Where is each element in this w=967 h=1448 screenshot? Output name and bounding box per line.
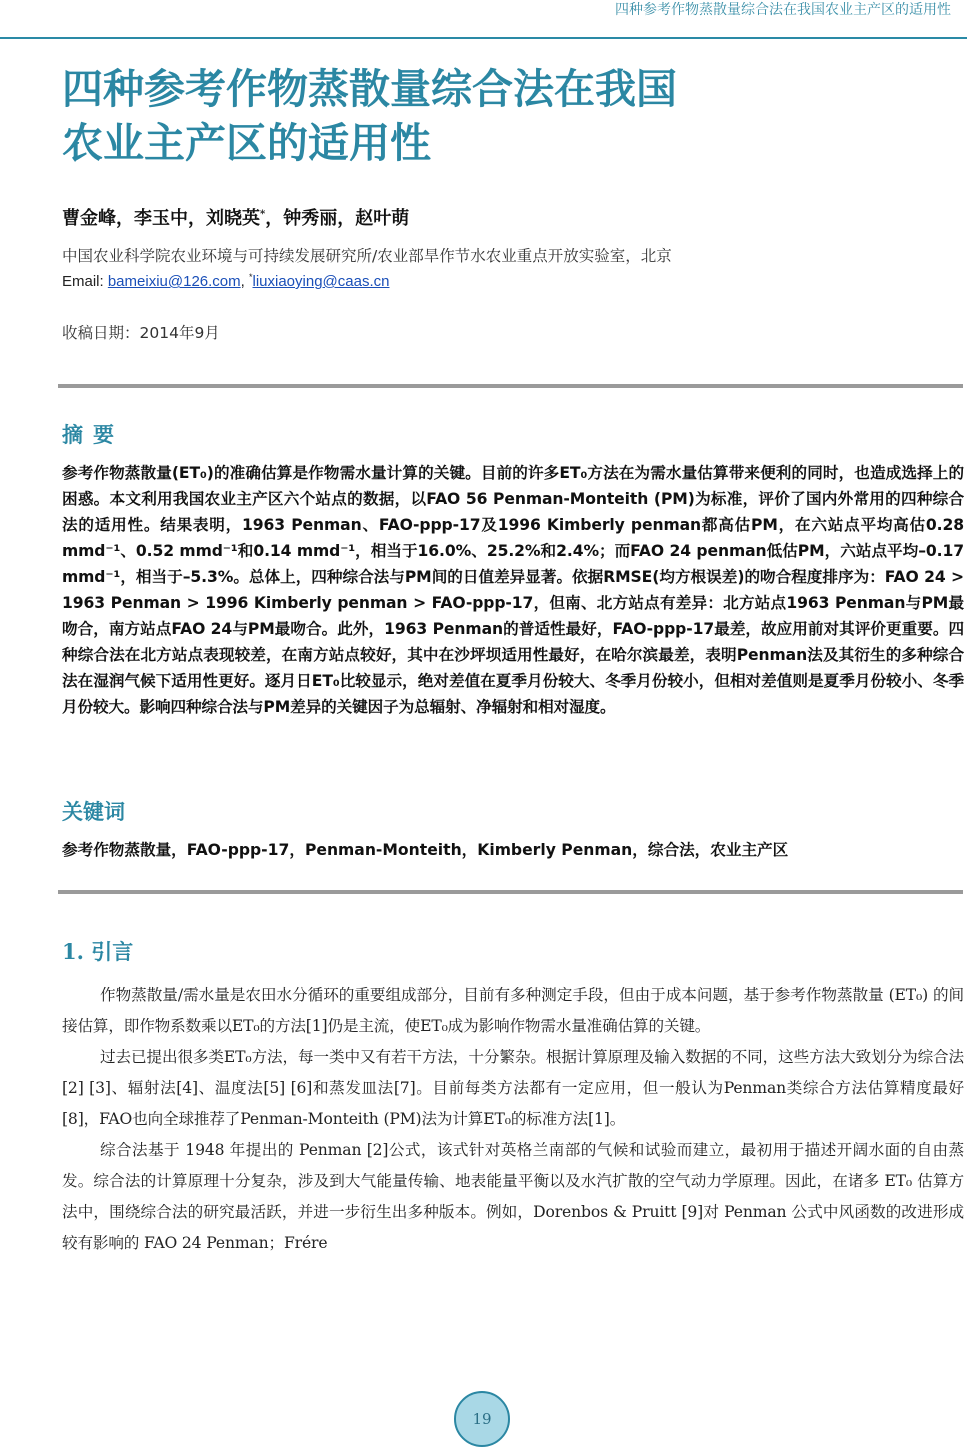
running-head: 四种参考作物蒸散量综合法在我国农业主产区的适用性 (615, 2, 951, 18)
authors-before: 曹金峰，李玉中，刘晓英 (62, 208, 260, 229)
page-number-badge: 19 (454, 1391, 510, 1447)
email-corresponding-mark: * (248, 272, 253, 282)
email-link-2[interactable]: liuxiaoying@caas.cn (252, 273, 390, 290)
email-link-1[interactable]: bameixiu@126.com (107, 273, 241, 290)
section-divider (58, 890, 963, 894)
title-line-2: 农业主产区的适用性 (62, 119, 431, 167)
abstract-heading: 摘要 (62, 423, 124, 447)
paragraph: 综合法基于 1948 年提出的 Penman [2]公式，该式针对英格兰南部的气候和试验而建立，最初用于描述开阔水面的自由蒸发。综合法的计算原理十分复杂，涉及到大气能量传输、地表能量平衡以及水汽扩散的空气动力学原理。因此，在诸多 ET₀ 估算方法中，围绕综合法的研究最活跃，并进一步衍生出多种版本。例如，Dorenbos & Pruitt [9]对 Penman 公式中风函数的改进形成较有影响的 FAO 24 Penman；Frére (62, 1141, 964, 1252)
paper-title (62, 62, 922, 170)
email-label: Email: (62, 273, 108, 290)
header-rule (0, 37, 967, 39)
authors-after: ，钟秀丽，赵叶萌 (265, 208, 410, 229)
intro-heading: 1. 引言 (62, 939, 134, 964)
keywords-text: 参考作物蒸散量，FAO-ppp-17，Penman-Monteith，Kimberly Penman，综合法，农业主产区 (62, 841, 789, 859)
email-line (62, 272, 389, 290)
title-line-1: 四种参考作物蒸散量综合法在我国 (62, 65, 677, 113)
affiliation: 中国农业科学院农业环境与可持续发展研究所/农业部旱作节水农业重点开放实验室，北京 (62, 247, 672, 265)
section-divider (58, 384, 963, 388)
intro-body (62, 980, 964, 1259)
abstract-text: 参考作物蒸散量(ET₀)的准确估算是作物需水量计算的关键。目前的许多ET₀方法在为需水量估算带来便利的同时，也造成选择上的困惑。本文利用我国农业主产区六个站点的数据，以FAO 56 Penman-Monteith (PM)为标准，评价了国内外常用的四种综合法的适用性。结果表明，1963 Penman、FAO-ppp-17及1996 Kimberly penman都高估PM，在六站点平均高估0.28 mmd⁻¹、0.52 mmd⁻¹和0.14 mmd⁻¹，相当于16.0%、25.2%和2.4%；而FAO 24 penman低估PM，六站点平均–0.17 mmd⁻¹，相当于–5.3%。总体上，四种综合法与PM间的日值差异显著。依据RMSE(均方根误差)的吻合程度排序为：FAO 24 > 1963 Penman > 1996 Kimberly penman > FAO-ppp-17，但南、北方站点有差异：北方站点1963 Penman与PM最吻合，南方站点FAO 24与PM最吻合。此外，1963 Penman的普适性最好，FAO-ppp-17最差，故应用前对其评价更重要。四种综合法在北方站点表现较差，在南方站点较好，其中在沙坪坝适用性最好，在哈尔滨最差，表明Penman法及其衍生的多种综合法在湿润气候下适用性更好。逐月日ET₀比较显示，绝对差值在夏季月份较大、冬季月份较小，但相对差值则是夏季月份较小、冬季月份较大。影响四种综合法与PM差异的关键因子为总辐射、净辐射和相对湿度。 (62, 464, 964, 716)
email-separator: , (240, 273, 249, 290)
corresponding-mark: * (260, 209, 266, 220)
paragraph: 作物蒸散量/需水量是农田水分循环的重要组成部分，目前有多种测定手段，但由于成本问题，基于参考作物蒸散量 (ET₀) 的间接估算，即作物系数乘以ET₀的方法[1]仍是主流，使ET₀成为影响作物需水量准确估算的关键。 (62, 986, 964, 1035)
keywords-heading: 关键词 (62, 800, 125, 824)
received-date: 收稿日期：2014年9月 (62, 324, 220, 342)
author-list (62, 204, 409, 230)
paragraph: 过去已提出很多类ET₀方法，每一类中又有若干方法，十分繁杂。根据计算原理及输入数据的不同，这些方法大致划分为综合法[2] [3]、辐射法[4]、温度法[5] [6]和蒸发皿法[7]。目前每类方法都有一定应用，但一般认为Penman类综合方法估算精度最好[8]，FAO也向全球推荐了Penman-Monteith (PM)法为计算ET₀的标准方法[1]。 (62, 1048, 964, 1128)
